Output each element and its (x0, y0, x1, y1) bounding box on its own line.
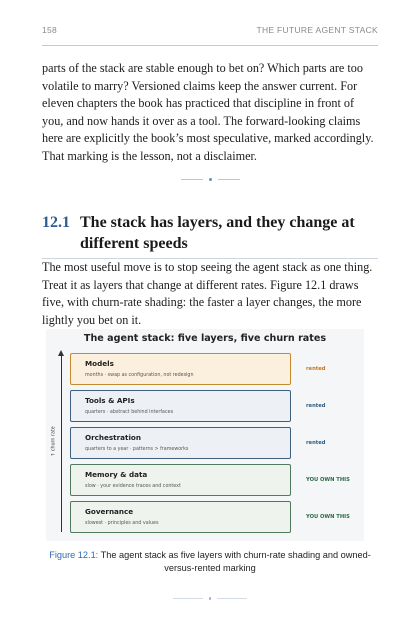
figure-caption (42, 549, 378, 574)
section-number: 12.1 (42, 214, 70, 231)
layer-tag: rented (306, 403, 326, 409)
layer-tag: YOU OWN THIS (306, 477, 350, 483)
figure-caption-text: The agent stack as five layers with churn-rate shading and owned-versus-rented marking (100, 550, 371, 573)
churn-axis-line (61, 354, 62, 532)
churn-axis-label: ↑ churn rate (51, 426, 57, 457)
layer-detail: quarters to a year · patterns > frameworks (85, 447, 189, 452)
layer-detail: quarters · abstract behind interfaces (85, 410, 174, 415)
page-number: 158 (42, 25, 58, 35)
figure-title: The agent stack: five layers, five churn rates (83, 333, 327, 344)
layer-box-tools-apis (70, 390, 291, 422)
layer-tag: rented (306, 366, 326, 372)
layer-name: Governance (85, 507, 134, 516)
body-paragraph: parts of the stack are stable enough to bet on? Which parts are too volatile to marry? Versioned claims keep the answer current. For eleven chapters the book has practiced that discipline in front of you, and now hands it over as a tool. The forward-looking claims here are explicitly the book’s most speculative, marked accordingly. That marking is the lesson, not a disclaimer. (42, 61, 374, 163)
layer-name: Memory & data (85, 470, 148, 479)
layer-box-models (70, 353, 291, 385)
layer-name: Models (85, 359, 114, 368)
layer-box-governance (70, 501, 291, 533)
running-header (42, 24, 378, 46)
layer-box-memory-data (70, 464, 291, 496)
layer-name: Tools & APIs (85, 396, 135, 405)
layer-tag: rented (306, 440, 326, 446)
layer-tag: YOU OWN THIS (306, 514, 350, 520)
section-heading (42, 212, 378, 259)
page-end-ornament (0, 597, 420, 600)
layer-detail: slow · your evidence traces and context (85, 484, 181, 489)
layer-box-orchestration (70, 427, 291, 459)
layer-detail: months · swap as configuration, not redesign (85, 373, 194, 378)
section-title: The stack has layers, and they change at different speeds (80, 214, 355, 252)
section-divider-ornament (0, 178, 420, 181)
figure-agent-stack (46, 329, 364, 541)
figure-caption-label: Figure 12.1: (49, 550, 99, 560)
layer-detail: slowest · principles and values (85, 521, 159, 526)
running-title: THE FUTURE AGENT STACK (256, 25, 378, 35)
body-paragraph: The most useful move is to stop seeing the agent stack as one thing. Treat it as layers that change at different rates. Figure 12.1 draws five, with churn-rate shading: the faster a layer changes, the more lightly you bet on it. (42, 260, 373, 327)
layer-name: Orchestration (85, 433, 141, 442)
